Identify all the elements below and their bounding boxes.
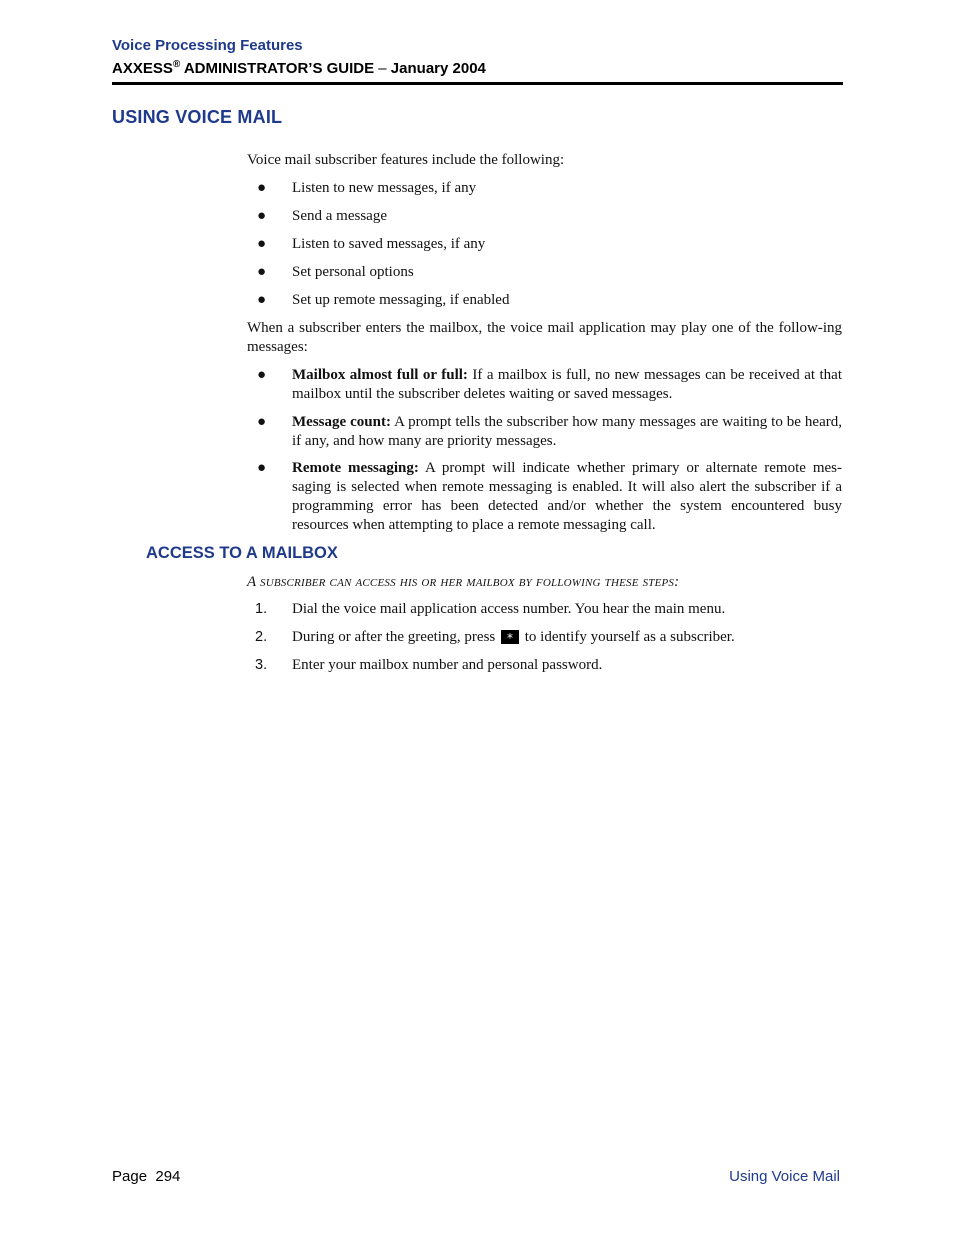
bullet-icon: ● — [257, 180, 267, 196]
feature-text: Listen to new messages, if any — [292, 180, 477, 196]
message-text — [292, 459, 842, 535]
message-term: Message count: — [292, 414, 391, 430]
running-header-guide-title — [112, 59, 486, 77]
message-description: A prompt will indicate whether primary or alternate remote mes-saging is selected when remote messaging is enabled. It will also alert the subscriber if a programming error has been detected and/or whether the system encountered busy resources when attempting to place a remote messaging call. — [292, 460, 842, 533]
page-number: Page 294 — [112, 1168, 181, 1185]
bullet-icon: ● — [257, 460, 267, 476]
guide-title: ADMINISTRATOR’S GUIDE — [180, 60, 379, 77]
bullet-icon: ● — [257, 208, 267, 224]
step-text: Enter your mailbox number and personal password. — [292, 657, 603, 673]
registered-mark: ® — [172, 59, 181, 70]
feature-text: Set up remote messaging, if enabled — [292, 292, 510, 308]
step-number: 2. — [255, 629, 268, 645]
step-number: 1. — [255, 601, 268, 617]
asterisk-key-icon: * — [501, 630, 519, 644]
message-term: Remote messaging: — [292, 460, 419, 476]
intro-paragraph: Voice mail subscriber features include the following: — [247, 152, 565, 168]
feature-text: Send a message — [292, 208, 387, 224]
step-number: 3. — [255, 657, 268, 673]
message-description: If a mailbox is full, no new messages can be received at that mailbox until the subscriber deletes waiting or saved messages. — [292, 367, 843, 402]
subsection-heading: ACCESS TO A MAILBOX — [146, 544, 338, 562]
message-text — [292, 413, 842, 451]
messages-intro-paragraph: When a subscriber enters the mailbox, the voice mail application may play one of the follow-ing messages: — [247, 320, 842, 355]
section-heading: USING VOICE MAIL — [112, 107, 283, 127]
message-text — [292, 366, 842, 404]
feature-text: Listen to saved messages, if any — [292, 236, 486, 252]
bullet-icon: ● — [257, 292, 267, 308]
message-description: A prompt tells the subscriber how many messages are waiting to be heard, if any, and how many are priority messages. — [292, 414, 842, 449]
bullet-icon: ● — [257, 367, 267, 383]
running-header-section: Voice Processing Features — [112, 37, 303, 54]
steps-intro: A subscriber can access his or her mailbox by following these steps: — [247, 574, 680, 590]
guide-date: January 2004 — [386, 60, 486, 77]
bullet-icon: ● — [257, 264, 267, 280]
step-text: Dial the voice mail application access number. You hear the main menu. — [292, 601, 726, 617]
footer-section-title: Using Voice Mail — [729, 1168, 840, 1185]
step-text — [292, 628, 842, 647]
header-rule — [112, 82, 843, 85]
feature-text: Set personal options — [292, 264, 414, 280]
bullet-icon: ● — [257, 236, 267, 252]
step-text-before: During or after the greeting, press — [292, 629, 500, 645]
guide-brand: AXXESS — [112, 60, 173, 77]
bullet-icon: ● — [257, 414, 267, 430]
step-text-after: to identify yourself as a subscriber. — [521, 629, 735, 645]
message-term: Mailbox almost full or full: — [292, 367, 468, 383]
guide-dash: – — [378, 60, 387, 77]
